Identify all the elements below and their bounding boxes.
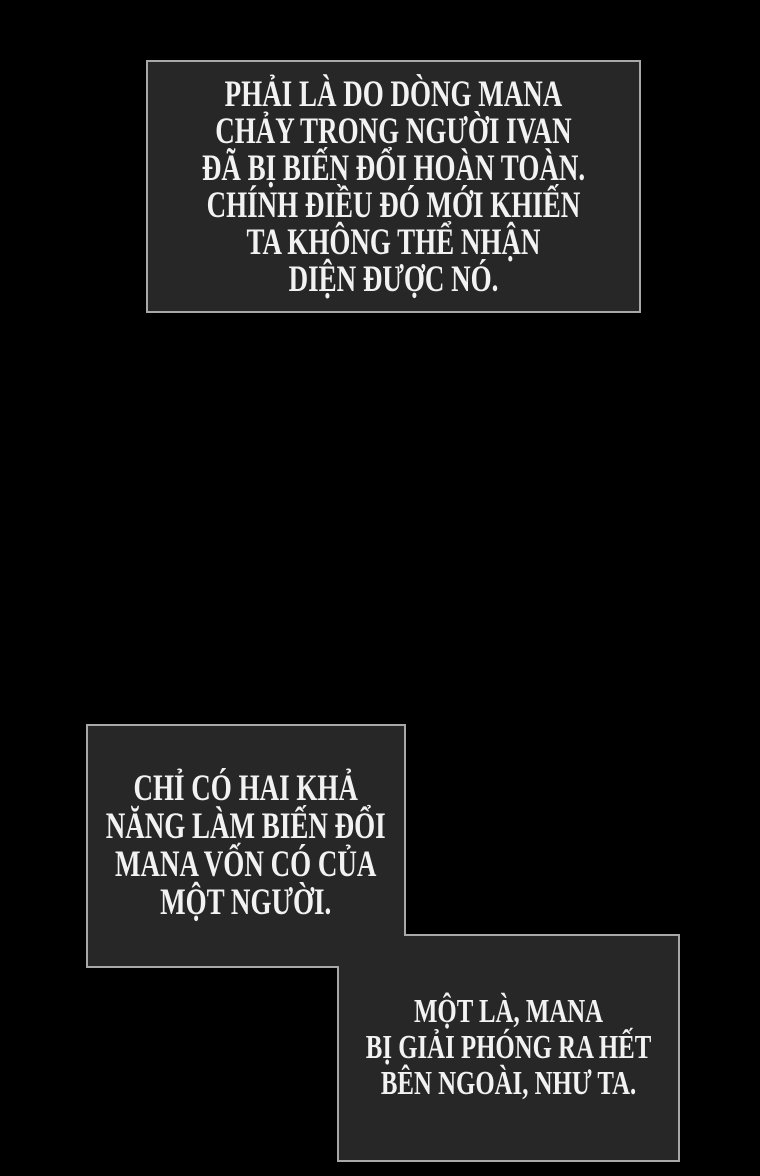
text-line: TA KHÔNG THỂ NHẬN [246,221,541,263]
text-line: MỘT NGƯỜI. [160,882,332,923]
text-line: CHẢY TRONG NGƯỜI IVAN [215,110,572,152]
text-line: DIỆN ĐƯỢC NÓ. [288,258,499,300]
text-line: BÊN NGOÀI, NHƯ TA. [380,1065,637,1102]
text-line: CHỈ CÓ HAI KHẢ [133,768,359,809]
text-line: ĐÃ BỊ BIẾN ĐỔI HOÀN TOÀN. [201,147,586,189]
narration-text-top [201,73,586,300]
text-line: BỊ GIẢI PHÓNG RA HẾT [365,1029,652,1066]
panel-joint-patch [339,936,406,968]
text-line: CHÍNH ĐIỀU ĐÓ MỚI KHIẾN [206,184,581,226]
narration-panel-middle [86,724,406,968]
text-line: NĂNG LÀM BIẾN ĐỔI [106,806,386,847]
narration-text-middle [106,770,386,922]
narration-panel-top [146,60,641,313]
text-line: MANA VỐN CÓ CỦA [115,844,377,885]
text-line: PHẢI LÀ DO DÒNG MANA [224,73,563,115]
narration-panel-bottom [337,934,680,1162]
text-line: MỘT LÀ, MANA [413,993,604,1030]
narration-text-bottom [366,994,651,1102]
